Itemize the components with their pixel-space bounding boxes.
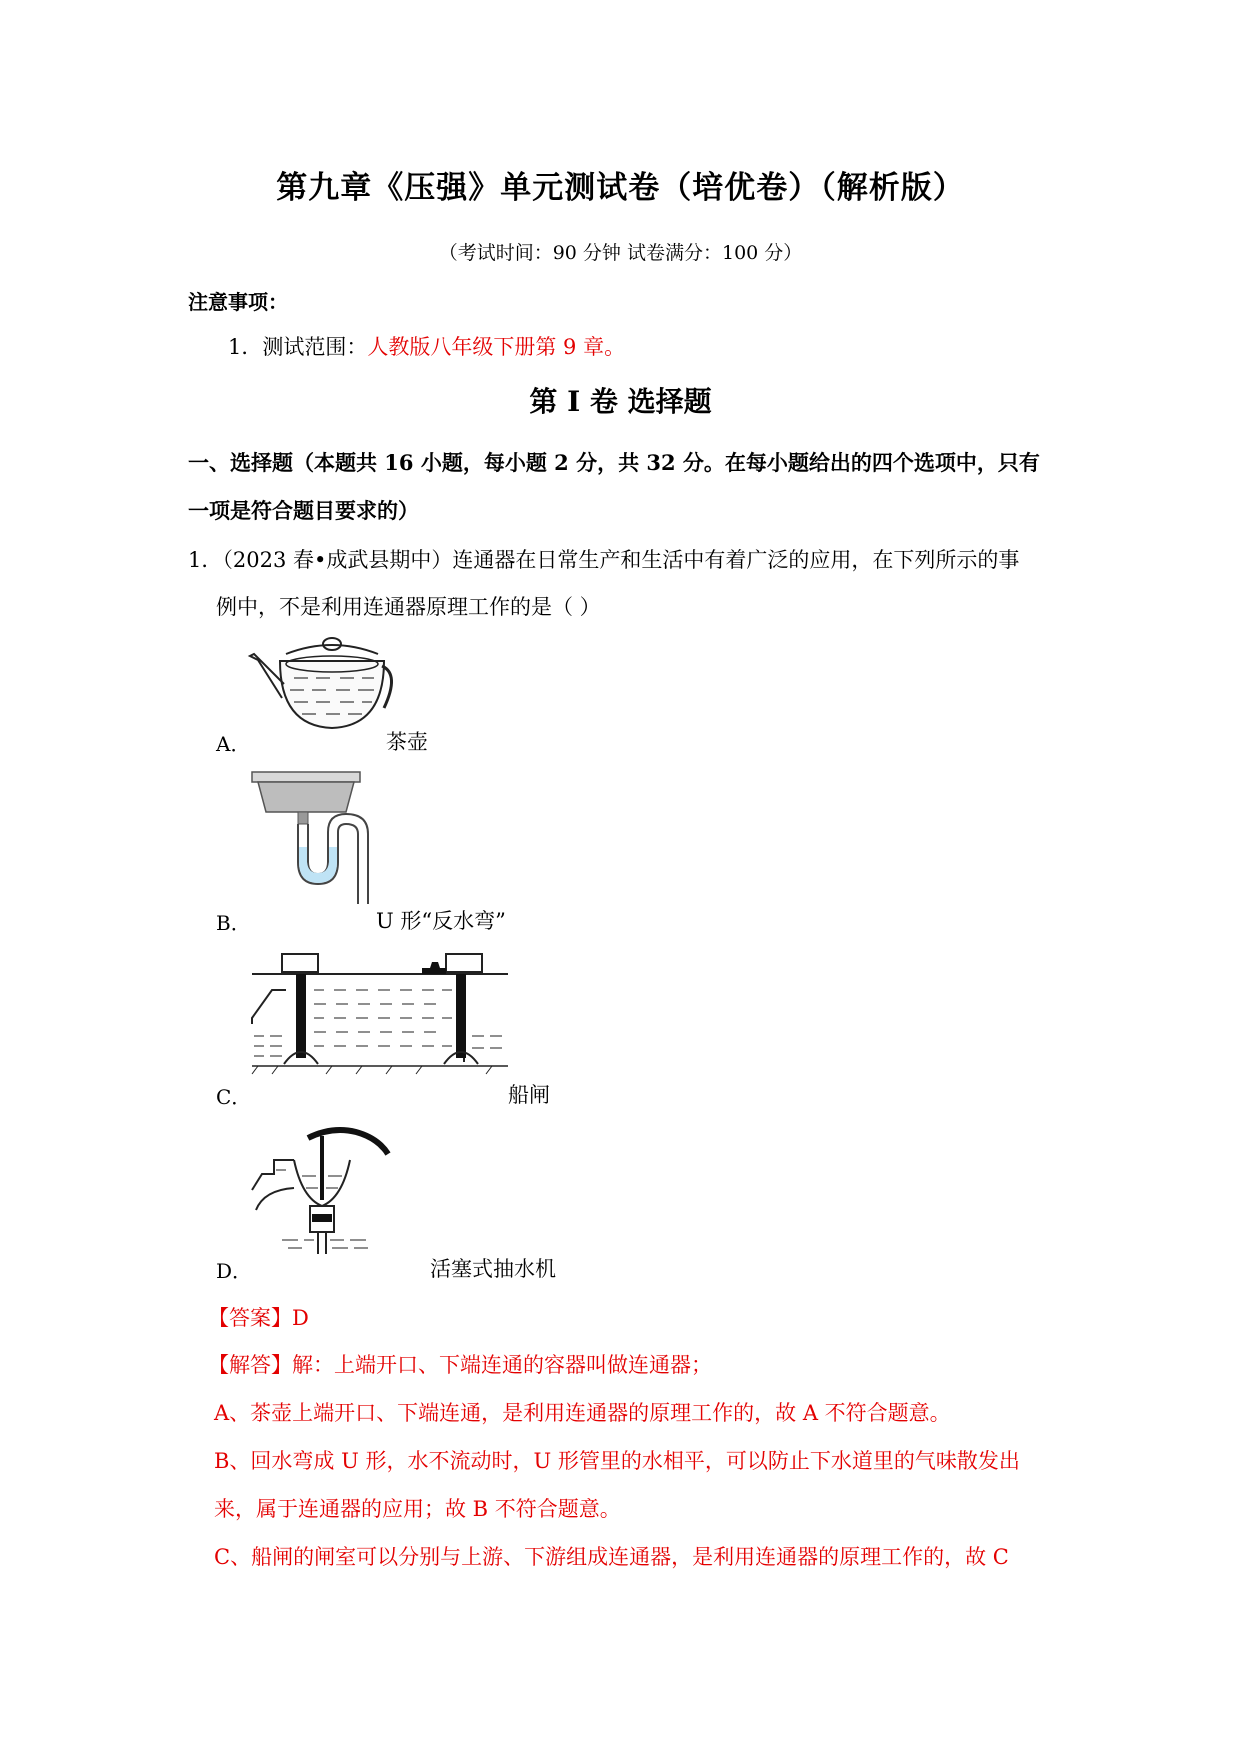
option-b-letter: B．: [216, 911, 251, 935]
option-c-letter: C．: [216, 1085, 252, 1109]
option-d-letter: D．: [216, 1259, 253, 1283]
option-d-caption: 活塞式抽水机: [430, 1257, 556, 1281]
section-title: 第 I 卷 选择题: [529, 385, 712, 418]
exam-info: （考试时间：90 分钟 试卷满分：100 分）: [438, 242, 803, 264]
answer-value: D: [292, 1306, 309, 1330]
analysis-option-a: A、茶壶上端开口、下端连通，是利用连通器的原理工作的，故 A 不符合题意。: [214, 1401, 951, 1425]
notice-item-scope: [228, 331, 625, 361]
piston-pump-figure: [252, 1130, 432, 1254]
option-a-caption: 茶壶: [386, 730, 428, 754]
analysis-line: [208, 1349, 712, 1379]
analysis-option-c: C、船闸的闸室可以分别与上游、下游组成连通器，是利用连通器的原理工作的，故 C: [214, 1545, 1009, 1569]
part-heading-line2: 一项是符合题目要求的）: [188, 498, 419, 523]
teapot-figure: [250, 626, 390, 736]
u-trap-figure: [252, 772, 382, 904]
analysis-option-b-line2: 来，属于连通器的应用；故 B 不符合题意。: [214, 1497, 621, 1521]
part-heading-line1: 一、选择题（本题共 16 小题，每小题 2 分，共 32 分。在每小题给出的四个选项中，只有: [188, 450, 1040, 475]
option-a-letter: A．: [216, 732, 251, 756]
analysis-intro: 解：上端开口、下端连通的容器叫做连通器；: [292, 1353, 712, 1377]
analysis-option-b-line1: B、回水弯成 U 形，水不流动时，U 形管里的水相平，可以防止下水道里的气味散发出: [214, 1449, 1020, 1473]
question-stem-line1: 1．（2023 春•成武县期中）连通器在日常生产和生活中有着广泛的应用，在下列所示的事: [188, 548, 1020, 572]
answer-line: [208, 1302, 309, 1332]
answer-tag: 【答案】: [208, 1306, 292, 1330]
option-b-caption: U 形“反水弯”: [376, 909, 506, 933]
page-title: 第九章《压强》单元测试卷（培优卷）（解析版）: [276, 170, 965, 206]
question-stem-line2: 例中，不是利用连通器原理工作的是（ ）: [216, 595, 601, 619]
option-c-caption: 船闸: [508, 1083, 550, 1107]
ship-lock-figure: [252, 944, 508, 1074]
analysis-tag: 【解答】: [208, 1353, 292, 1377]
notice-item-scope-value: 人教版八年级下册第 9 章。: [367, 335, 626, 359]
notice-item-prefix: 1．测试范围：: [228, 335, 368, 359]
notice-heading: 注意事项：: [188, 290, 288, 314]
